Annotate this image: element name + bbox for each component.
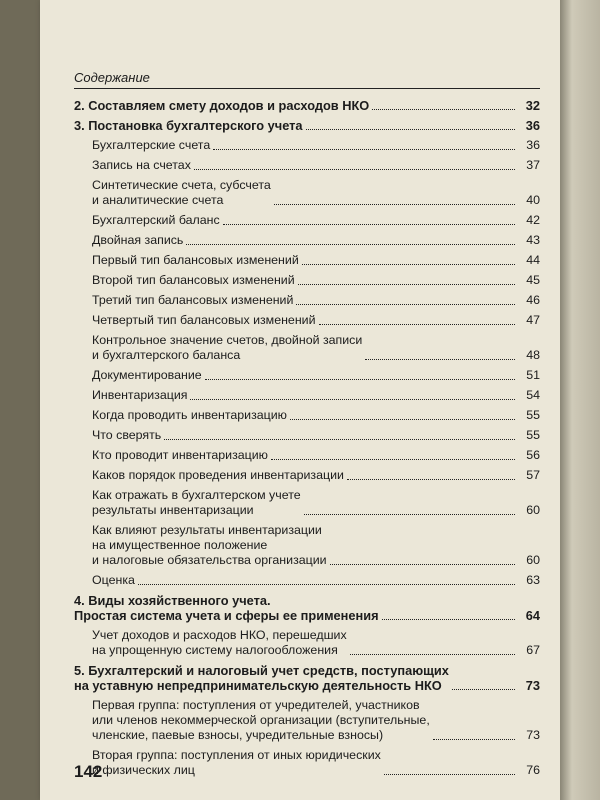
dot-leader — [452, 689, 515, 690]
toc-entry — [74, 368, 540, 383]
toc-entry-page: 54 — [526, 388, 540, 402]
dot-leader — [223, 224, 515, 225]
toc-entry — [74, 593, 540, 623]
toc-entry-page: 56 — [526, 448, 540, 462]
toc-entry-title: Четвертый тип балансовых изменений — [92, 313, 316, 327]
dot-leader — [319, 324, 515, 325]
dot-leader — [306, 129, 515, 130]
toc-entry — [74, 408, 540, 423]
dot-leader — [384, 774, 515, 775]
toc-entry-page: 63 — [526, 573, 540, 587]
toc-entry — [74, 388, 540, 403]
toc-entry-title: Что сверять — [92, 428, 162, 442]
toc-entry-page: 67 — [526, 643, 540, 657]
toc-entry-title: Бухгалтерский баланс — [92, 213, 220, 227]
toc-entry-page: 43 — [526, 233, 540, 247]
toc-entry — [74, 98, 540, 113]
toc-entry — [74, 213, 540, 228]
dot-leader — [213, 149, 515, 150]
toc-entry — [74, 573, 540, 588]
dot-leader — [164, 439, 515, 440]
dot-leader — [296, 304, 515, 305]
toc-entry-page: 57 — [526, 468, 540, 482]
toc-entry-title: Бухгалтерские счета — [92, 138, 211, 152]
toc-entry-page: 73 — [525, 678, 540, 693]
toc-entry — [74, 273, 540, 288]
toc-entry — [74, 448, 540, 463]
toc-entry-title: Как отражать в бухгалтерском учете результаты инвентаризации — [92, 488, 301, 517]
toc-entry-title: 5. Бухгалтерский и налоговый учет средств, поступающих на уставную непредпринимательскую деятельность НКО — [74, 663, 449, 693]
toc-entry-title: Двойная запись — [92, 233, 184, 247]
toc-entry-page: 32 — [525, 98, 540, 113]
toc-entry-title: Каков порядок проведения инвентаризации — [92, 468, 344, 482]
dot-leader — [302, 264, 515, 265]
dot-leader — [330, 564, 515, 565]
toc-entry-title: 3. Постановка бухгалтерского учета — [74, 118, 303, 133]
toc-entry-title: Когда проводить инвентаризацию — [92, 408, 287, 422]
dot-leader — [194, 169, 515, 170]
dot-leader — [274, 204, 515, 205]
toc-entry-page: 42 — [526, 213, 540, 227]
toc-entry — [74, 158, 540, 173]
toc-entry-page: 60 — [526, 503, 540, 517]
dot-leader — [186, 244, 515, 245]
toc-entry-title: 4. Виды хозяйственного учета. Простая система учета и сферы ее применения — [74, 593, 379, 623]
toc-entry-title: Оценка — [92, 573, 135, 587]
toc-entry-title: Вторая группа: поступления от иных юридических и физических лиц — [92, 748, 381, 777]
book-page — [40, 0, 560, 800]
toc-entry-title: Второй тип балансовых изменений — [92, 273, 295, 287]
toc-entry-title: Контрольное значение счетов, двойной записи и бухгалтерского баланса — [92, 333, 363, 362]
toc-entry-title: Синтетические счета, субсчета и аналитические счета — [92, 178, 271, 207]
toc-entry-title: Первый тип балансовых изменений — [92, 253, 299, 267]
table-of-contents — [74, 98, 540, 783]
toc-entry — [74, 628, 540, 658]
dot-leader — [271, 459, 515, 460]
dot-leader — [347, 479, 515, 480]
toc-entry-title: Третий тип балансовых изменений — [92, 293, 294, 307]
toc-entry — [74, 468, 540, 483]
dot-leader — [382, 619, 515, 620]
toc-entry-title: Как влияют результаты инвентаризации на имущественное положение и налоговые обязательства организации — [92, 523, 327, 567]
toc-entry-title: Инвентаризация — [92, 388, 188, 402]
dot-leader — [304, 514, 515, 515]
toc-entry-page: 55 — [526, 408, 540, 422]
toc-entry-page: 36 — [526, 138, 540, 152]
toc-entry — [74, 523, 540, 568]
toc-entry-page: 37 — [526, 158, 540, 172]
toc-entry-title: Первая группа: поступления от учредителей, участников или членов некоммерческой организации (вступительные, членские, паевые взносы, учредительные взносы) — [92, 698, 430, 742]
toc-entry — [74, 178, 540, 208]
dot-leader — [372, 109, 515, 110]
dot-leader — [205, 379, 515, 380]
toc-entry-page: 76 — [526, 763, 540, 777]
dot-leader — [365, 359, 515, 360]
toc-entry-page: 60 — [526, 553, 540, 567]
toc-entry — [74, 748, 540, 778]
toc-entry — [74, 253, 540, 268]
toc-entry-title: Документирование — [92, 368, 202, 382]
toc-entry-title: 2. Составляем смету доходов и расходов НКО — [74, 98, 370, 113]
toc-entry — [74, 293, 540, 308]
running-header: Содержание — [74, 70, 540, 89]
dot-leader — [138, 584, 515, 585]
dot-leader — [433, 739, 515, 740]
dot-leader — [290, 419, 515, 420]
toc-entry — [74, 663, 540, 693]
toc-entry — [74, 333, 540, 363]
dot-leader — [298, 284, 515, 285]
dot-leader — [350, 654, 515, 655]
toc-entry — [74, 233, 540, 248]
toc-entry-title: Учет доходов и расходов НКО, перешедших на упрощенную систему налогообложения — [92, 628, 347, 657]
toc-entry — [74, 428, 540, 443]
toc-entry-page: 44 — [526, 253, 540, 267]
toc-entry-page: 51 — [526, 368, 540, 382]
toc-entry — [74, 313, 540, 328]
toc-entry-page: 46 — [526, 293, 540, 307]
toc-entry-title: Запись на счетах — [92, 158, 191, 172]
adjacent-page-edge — [560, 0, 600, 800]
toc-entry — [74, 488, 540, 518]
dot-leader — [190, 399, 515, 400]
page-number: 142 — [74, 762, 103, 781]
toc-entry-page: 45 — [526, 273, 540, 287]
toc-entry — [74, 138, 540, 153]
toc-entry-page: 47 — [526, 313, 540, 327]
toc-entry — [74, 698, 540, 743]
toc-entry-page: 48 — [526, 348, 540, 362]
toc-entry-page: 40 — [526, 193, 540, 207]
toc-entry-page: 73 — [526, 728, 540, 742]
toc-entry-page: 36 — [525, 118, 540, 133]
toc-entry-page: 64 — [525, 608, 540, 623]
toc-entry-title: Кто проводит инвентаризацию — [92, 448, 268, 462]
toc-entry — [74, 118, 540, 133]
toc-entry-page: 55 — [526, 428, 540, 442]
